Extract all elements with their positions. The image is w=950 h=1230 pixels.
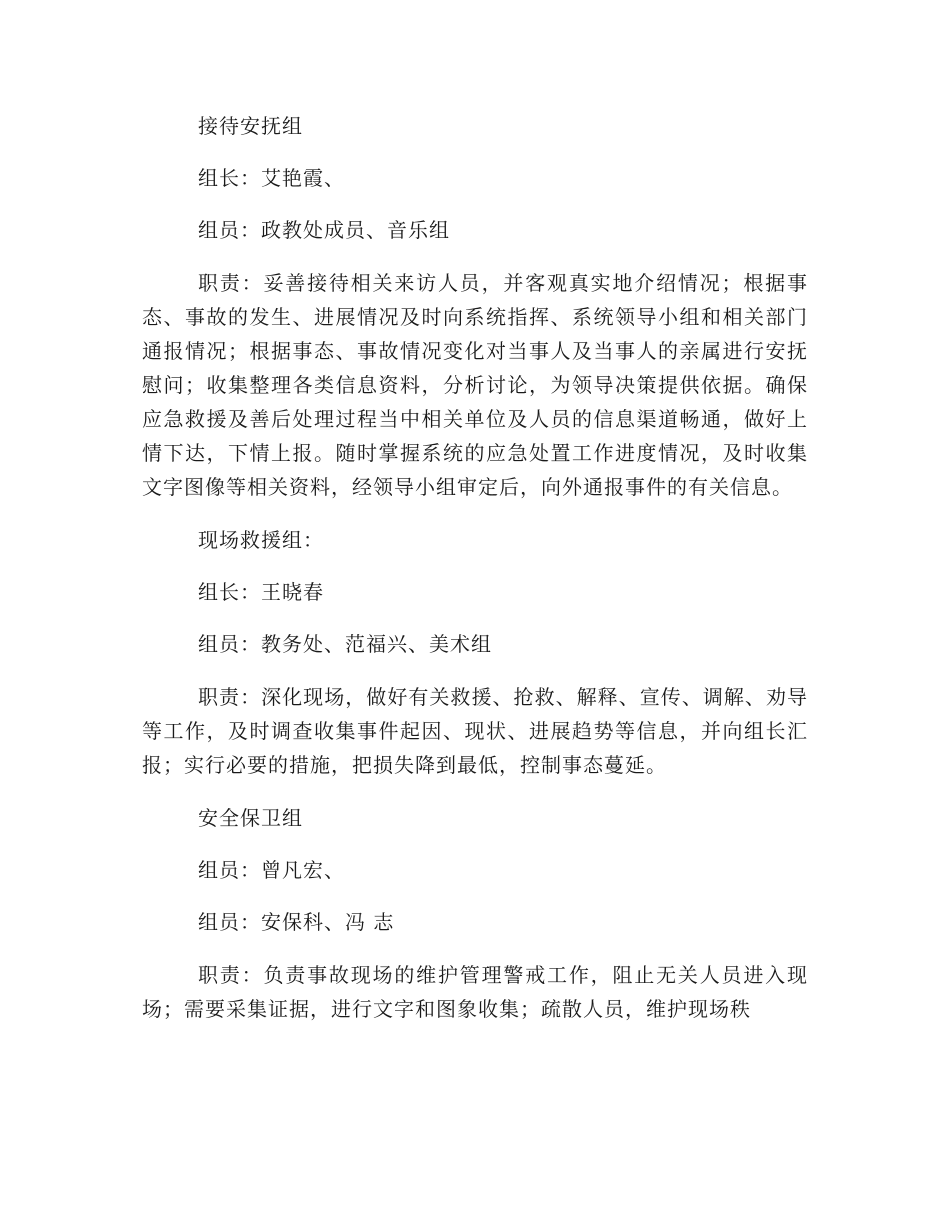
- rescue-leader: 组长：王晓春: [198, 580, 324, 604]
- security-leader: 组员：曾凡宏、: [198, 858, 345, 882]
- section-title-rescue: 现场救援组：: [198, 528, 324, 552]
- section-title-security: 安全保卫组: [198, 806, 303, 830]
- security-duty: 职责：负责事故现场的维护管理警戒工作，阻止无关人员进入现场；需要采集证据，进行文字和图象收集；疏散人员，维护现场秩: [142, 963, 808, 1021]
- reception-duty: 职责：妥善接待相关来访人员，并客观真实地介绍情况；根据事态、事故的发生、进展情况及时向系统指挥、系统领导小组和相关部门通报情况；根据事态、事故情况变化对当事人及当事人的亲属进行安抚慰问；收集整理各类信息资料，分析讨论，为领导决策提供依据。确保应急救援及善后处理过程当中相关单位及人员的信息渠道畅通，做好上情下达，下情上报。随时掌握系统的应急处置工作进度情况，及时收集文字图像等相关资料，经领导小组审定后，向外通报事件的有关信息。: [142, 271, 808, 499]
- section-title-reception: 接待安抚组: [198, 114, 303, 138]
- reception-leader: 组长：艾艳霞、: [198, 166, 345, 190]
- document-body: [142, 110, 808, 1026]
- reception-members: 组员：政教处成员、音乐组: [198, 218, 450, 242]
- security-members: 组员：安保科、冯 志: [198, 910, 395, 934]
- rescue-members: 组员：教务处、范福兴、美术组: [198, 632, 492, 656]
- rescue-duty: 职责：深化现场，做好有关救援、抢救、解释、宣传、调解、劝导等工作，及时调查收集事件起因、现状、进展趋势等信息，并向组长汇报；实行必要的措施，把损失降到最低，控制事态蔓延。: [142, 685, 808, 777]
